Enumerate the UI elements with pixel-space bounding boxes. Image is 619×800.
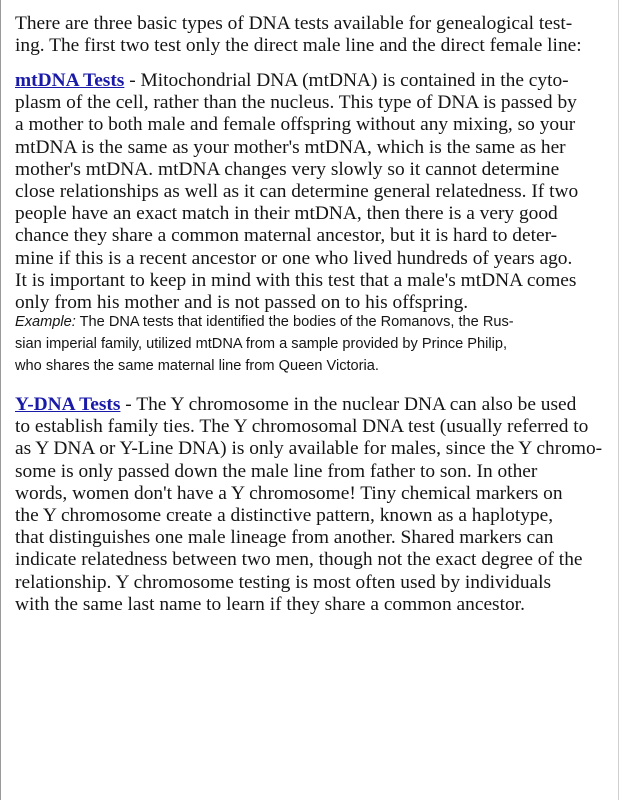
text-line: plasm of the cell, rather than the nucleus. This type of DNA is passed by [15,92,577,114]
text-line: mine if this is a recent ancestor or one who lived hundreds of years ago. [15,247,573,269]
mtdna-tests-link[interactable]: mtDNA Tests [15,70,125,91]
text-line: people have an exact match in their mtDNA, then there is a very good [15,203,558,225]
text-line: There are three basic types of DNA tests available for genealogical test- [15,13,573,34]
text-span: - The Y chromosome in the nuclear DNA can also be used [120,394,577,415]
text-line [15,394,605,416]
text-line: a mother to both male and female offspring without any mixing, so your [15,114,576,136]
example-label: Example: [15,314,76,330]
ydna-section [15,394,605,616]
text-line [15,70,605,92]
text-line: only from his mother and is not passed on to his offspring. [15,292,469,314]
text-line: that distinguishes one male lineage from another. Shared markers can [15,527,554,549]
text-line [15,311,605,333]
text-line: It is important to keep in mind with this test that a male's mtDNA comes [15,269,577,291]
text-line: to establish family ties. The Y chromosomal DNA test (usually referred to [15,416,589,438]
text-line: indicate relatedness between two men, though not the exact degree of the [15,549,583,571]
text-line: words, women don't have a Y chromosome! Tiny chemical markers on [15,482,563,504]
mtdna-section [15,70,605,314]
example-note [15,311,605,377]
text-line: relationship. Y chromosome testing is most often used by individuals [15,571,552,593]
text-line: chance they share a common maternal ancestor, but it is hard to deter- [15,225,558,247]
ydna-tests-link[interactable]: Y-DNA Tests [15,394,121,415]
text-line: as Y DNA or Y-Line DNA) is only available for males, since the Y chromo- [15,438,603,460]
text-line: the Y chromosome create a distinctive pattern, known as a haplotype, [15,505,554,527]
text-line: some is only passed down the male line from father to son. In other [15,460,538,482]
text-line: who shares the same maternal line from Queen Victoria. [15,358,379,374]
text-line: sian imperial family, utilized mtDNA from a sample provided by Prince Philip, [15,336,508,352]
text-line: mtDNA is the same as your mother's mtDNA, which is the same as her [15,136,566,158]
text-line: ing. The first two test only the direct male line and the direct female line: [15,35,582,57]
text-span: The DNA tests that identified the bodies of the Romanovs, the Rus- [75,314,514,330]
intro-paragraph [15,13,605,57]
text-line: close relationships as well as it can determine general relatedness. If two [15,181,579,203]
text-span: - Mitochondrial DNA (mtDNA) is contained in the cyto- [124,70,569,91]
text-line: mother's mtDNA. mtDNA changes very slowly so it cannot determine [15,158,560,180]
text-line: with the same last name to learn if they share a common ancestor. [15,593,525,615]
